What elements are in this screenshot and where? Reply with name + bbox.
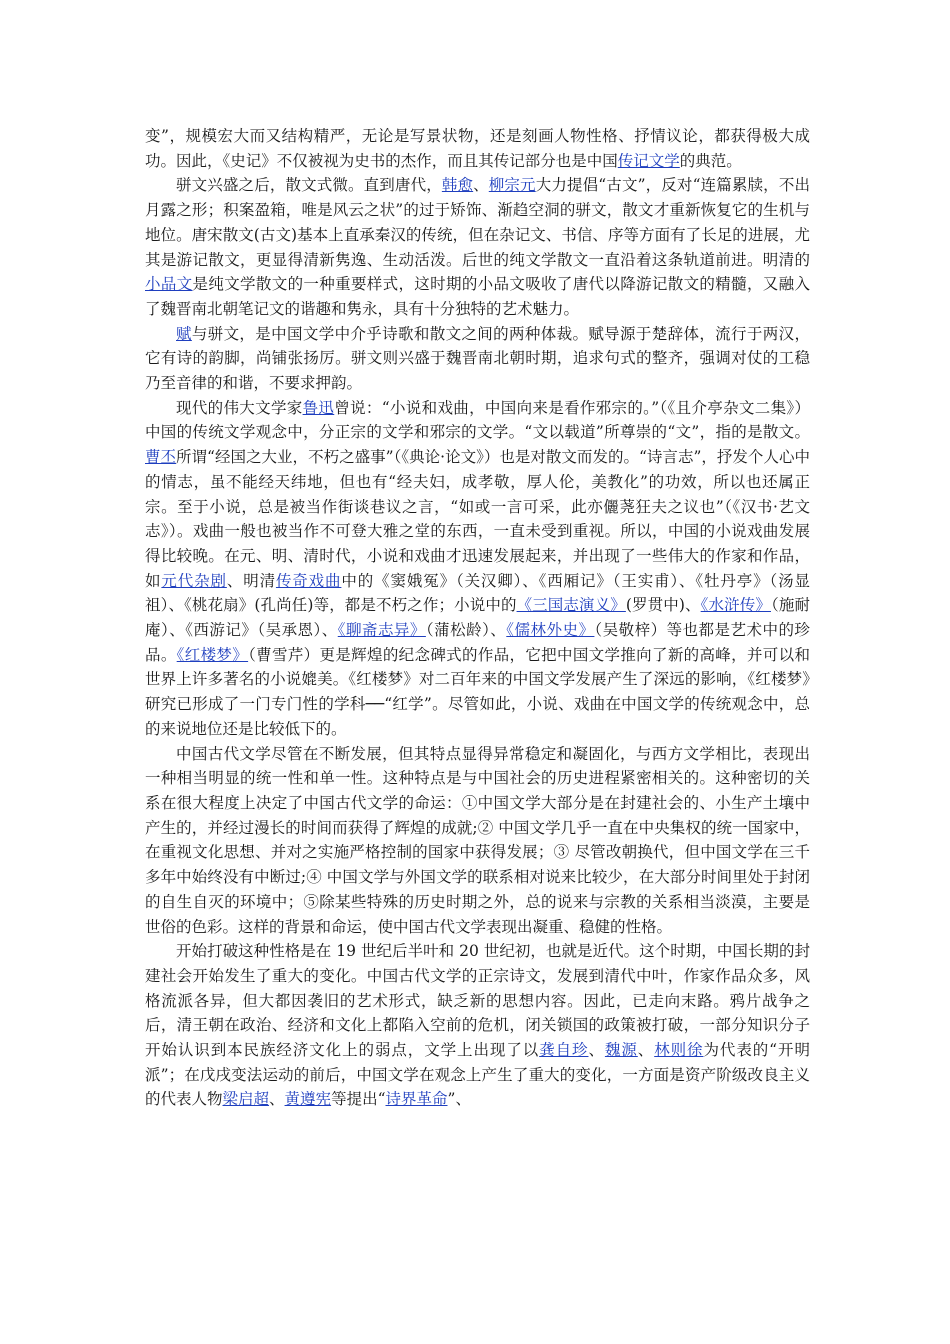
body-text: 是纯文学散文的一种重要样式，这时期的小品文吸收了唐代以降游记散文的精髓，又融入了魏晋南北朝笔记文的谐趣和隽永，具有十分独特的艺术魅力。 [145, 275, 810, 318]
body-text: 中国古代文学尽管在不断发展，但其特点显得异常稳定和凝固化，与西方文学相比，表现出一种相当明显的统一性和单一性。这种特点是与中国社会的历史进程紧密相关的。这种密切的关系在很大程度上决定了中国古代文学的命运：①中国文学大部分是在封建社会的、小生产土壤中产生的，并经过漫长的时间而获得了辉煌的成就;② 中国文学几乎一直在中央集权的统一国家中，在重视文化思想、并对之实施严格控制的国家中获得发展；③ 尽管改朝换代，但中国文学在三千多年中始终没有中断过;④ 中国文学与外国文学的联系相对说来比较少，在大部分时间里处于封闭的自生自灭的环境中；⑤除某些特殊的历史时期之外，总的说来与宗教的关系相当淡漠，主要是世俗的色彩。这样的背景和命运，使中国古代文学表现出凝重、稳健的性格。 [145, 744, 810, 936]
hyperlink[interactable]: 《红楼梦》 [176, 645, 249, 664]
hyperlink[interactable]: 黄遵宪 [284, 1090, 332, 1109]
paragraph [145, 742, 810, 940]
hyperlink[interactable]: 林则徐 [654, 1041, 704, 1060]
hyperlink[interactable]: 传记文学 [617, 151, 680, 170]
body-text: 、明清 [226, 571, 276, 590]
hyperlink[interactable]: 曹丕 [145, 448, 177, 467]
body-text: 等提出“ [331, 1090, 386, 1109]
hyperlink[interactable]: 小品文 [145, 275, 193, 294]
hyperlink[interactable]: 魏源 [604, 1041, 638, 1060]
body-text: 、 [588, 1041, 605, 1060]
body-text: 大力提倡“古文”，反对“连篇累牍，不出月露之形；积案盈箱，唯是风云之状”的过于矫饰、渐趋空洞的骈文，散文才重新恢复它的生机与地位。唐宋散文(古文)基本上直承秦汉的传统，但在杂记文、书信、序等方面有了长足的进展，尤其是游记散文，更显得清新隽逸、生动活泼。后世的纯文学散文一直沿着这条轨道前进。明清的 [145, 176, 810, 269]
hyperlink[interactable]: 《儒林外史》 [506, 621, 595, 640]
hyperlink[interactable]: 传奇戏曲 [275, 571, 342, 590]
paragraph [145, 124, 810, 173]
paragraph [145, 322, 810, 396]
hyperlink[interactable]: 梁启超 [222, 1090, 270, 1109]
body-text: (罗贯中)、 [625, 596, 701, 615]
paragraph [145, 939, 810, 1112]
hyperlink[interactable]: 韩愈 [441, 176, 474, 195]
document-page [145, 124, 810, 1112]
hyperlink[interactable]: 《三国志演义》 [516, 596, 626, 615]
body-text: （施耐庵）、《西游记》（吴承恩）、 [145, 596, 810, 640]
hyperlink[interactable]: 柳宗元 [488, 176, 536, 195]
body-text: 中的《窦娥冤》（关汉卿）、《西厢记》（王实甫）、《牡丹亭》（汤显祖）、《桃花扇》(孔尚任)等，都是不朽之作；小说中的 [145, 571, 810, 615]
body-text: 所谓“经国之大业，不朽之盛事”（《典论·论文》）也是对散文而发的。“诗言志”，抒发个人心中的情志，虽不能经天纬地，但也有“经夫妇，成孝敬，厚人伦，美教化”的功效，所以也还属正宗。至于小说，总是被当作街谈巷议之言，“如或一言可采，此亦儷荛狂夫之议也”（《汉书·艺文志》）。戏曲一般也被当作不可登大雅之堂的东西，一直未受到重视。所以，中国的小说戏曲发展得比较晚。在元、明、清时代，小说和戏曲才迅速发展起来，并出现了一些伟大的作家和作品，如 [145, 448, 810, 590]
body-text: 与骈文，是中国文学中介乎诗歌和散文之间的两种体裁。赋导源于楚辞体，流行于两汉，它有诗的韵脚，尚铺张扬厉。骈文则兴盛于魏晋南北朝时期，追求句式的整齐，强调对仗的工稳乃至音律的和谐，不要求押韵。 [145, 324, 810, 393]
hyperlink[interactable]: 《聊斋志异》 [337, 621, 426, 640]
hyperlink[interactable]: 《水浒传》 [700, 596, 771, 615]
hyperlink[interactable]: 赋 [176, 324, 192, 343]
body-text: （蒲松龄）、 [425, 621, 507, 640]
body-text: 、 [637, 1041, 655, 1060]
body-text: 现代的伟大文学家 [176, 398, 303, 417]
paragraph [145, 173, 810, 321]
body-text: 为代表的“开明派”；在戊戌变法运动的前后，中国文学在观念上产生了重大的变化，一方面是资产阶级改良主义的代表人物 [145, 1041, 810, 1109]
hyperlink[interactable]: 元代杂剧 [161, 571, 227, 590]
body-text: 骈文兴盛之后，散文式微。直到唐代， [176, 176, 442, 195]
body-text: 、 [473, 176, 489, 195]
body-text: 开始打破这种性格是在 19 世纪后半叶和 20 世纪初，也就是近代。这个时期，中国长期的封建社会开始发生了重大的变化。中国古代文学的正宗诗文，发展到清代中叶，作家作品众多，风格流派各异，但大都因袭旧的艺术形式，缺乏新的思想内容。因此，已走向末路。鸦片战争之后，清王朝在政治、经济和文化上都陷入空前的危机，闭关锁国的政策被打破，一部分知识分子开始认识到本民族经济文化上的弱点，文学上出现了以 [145, 942, 810, 1060]
body-text: （吴敬梓）等也都是艺术中的珍品。 [145, 621, 810, 664]
body-text: ”、 [447, 1090, 471, 1109]
body-text: （曹雪芹）更是辉煌的纪念碑式的作品，它把中国文学推向了新的高峰，并可以和世界上许多著名的小说媲美。《红楼梦》对二百年来的中国文学发展产生了深远的影响，《红楼梦》研究已形成了一门专门性的学科──“红学”。尽管如此，小说、戏曲在中国文学的传统观念中，总的来说地位还是比较低下的。 [145, 645, 810, 738]
body-text: 、 [269, 1090, 285, 1109]
hyperlink[interactable]: 龚自珍 [539, 1041, 589, 1060]
hyperlink[interactable]: 鲁迅 [302, 398, 335, 417]
paragraph [145, 396, 810, 742]
body-text: 变”，规模宏大而又结构精严，无论是写景状物，还是刻画人物性格、抒情议论，都获得极大成功。因此，《史记》不仅被视为史书的杰作，而且其传记部分也是中国 [145, 127, 810, 170]
hyperlink[interactable]: 诗界革命 [385, 1090, 448, 1109]
body-text: 曾说：“小说和戏曲，中国向来是看作邪宗的。”（《且介亭杂文二集》）中国的传统文学观念中，分正宗的文学和邪宗的文学。“文以载道”所尊崇的“文”，指的是散文。 [145, 398, 810, 442]
body-text: 的典范。 [679, 151, 742, 170]
